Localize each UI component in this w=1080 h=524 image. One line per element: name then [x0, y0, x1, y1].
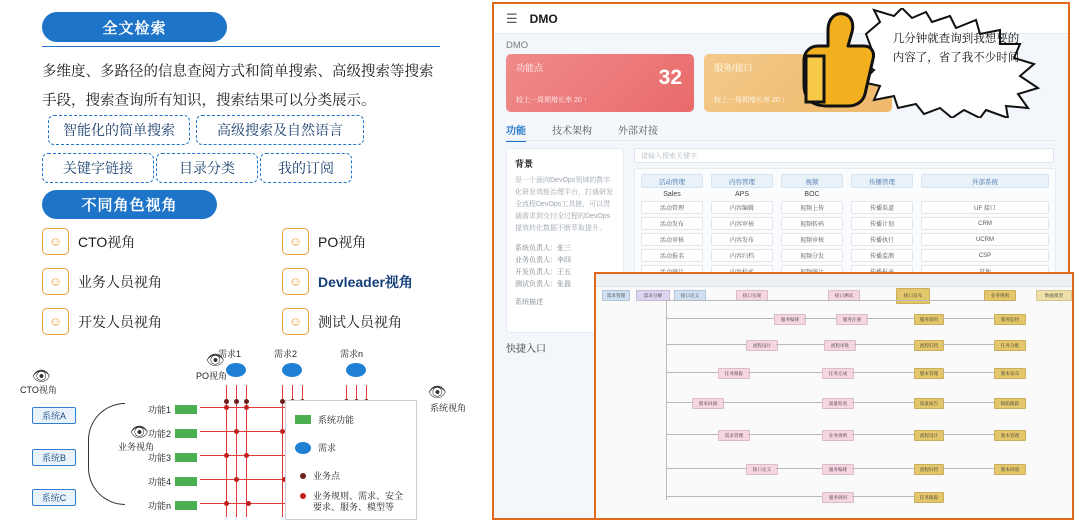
- grid-subheader: Sales: [663, 191, 681, 198]
- tag-advanced-search[interactable]: 高级搜索及自然语言: [196, 115, 364, 145]
- grid-cell[interactable]: 传播渠道: [851, 201, 913, 214]
- demand-label-2: 需求2: [274, 349, 298, 359]
- system-description-link[interactable]: 系统描述: [515, 299, 543, 306]
- role-view-matrix-diagram: [10, 345, 470, 520]
- role-item-cto: [42, 228, 135, 255]
- eye-label-po: PO视角: [196, 371, 228, 381]
- role-item-devleader: [282, 268, 413, 295]
- person-icon: ☺: [282, 228, 309, 255]
- section-title-role-views: 不同角色视角: [42, 190, 217, 219]
- tree-node[interactable]: 任务跟踪: [718, 368, 750, 379]
- fulltext-description: 多维度、多路径的信息查阅方式和简单搜索、高级搜索等搜索手段，搜索查询所有知识，搜索结果可以分类展示。: [42, 64, 434, 109]
- grid-subheader: BOC: [804, 191, 820, 198]
- grid-header: 外部系统: [921, 174, 1049, 188]
- tree-node[interactable]: 业务规则: [984, 290, 1016, 301]
- tree-node[interactable]: 接口测试: [828, 290, 860, 301]
- grid-cell[interactable]: 活动发布: [641, 217, 703, 230]
- eye-label-cto: CTO视角: [20, 385, 57, 395]
- grid-cell[interactable]: 视频上传: [781, 201, 843, 214]
- tree-toolbar: [596, 274, 1072, 287]
- tree-node[interactable]: 质量检查: [822, 398, 854, 409]
- kpi-title: 功能点: [516, 63, 544, 73]
- thumbs-up-icon: [798, 10, 876, 110]
- tag-keyword-link[interactable]: 关键字链接: [42, 153, 154, 183]
- tree-node[interactable]: 流程设计: [746, 340, 778, 351]
- search-input[interactable]: 请输入搜索关键字: [634, 148, 1054, 163]
- role-label: Devleader视角: [318, 273, 413, 290]
- eye-icon-po: 👁: [206, 352, 226, 369]
- function-row-4: [148, 475, 197, 488]
- grid-cell[interactable]: UF 接口: [921, 201, 1049, 214]
- role-label: PO视角: [318, 233, 367, 250]
- function-label: 功能n: [148, 501, 172, 511]
- grid-cell[interactable]: 内容归档: [711, 249, 773, 262]
- tree-node[interactable]: 接口实现: [736, 290, 768, 301]
- grid-cell[interactable]: CRM: [921, 217, 1049, 230]
- app-title: DMO: [529, 11, 558, 26]
- grid-column-content: [711, 174, 773, 281]
- function-row-1: [148, 403, 197, 416]
- tree-node[interactable]: 服务调用: [914, 314, 944, 325]
- role-item-tester: [282, 308, 402, 335]
- grid-column-activity: [641, 174, 703, 281]
- role-item-business: [42, 268, 162, 295]
- background-card-body: 是一个面向DevOps领域的数字化研发效能治理平台，打通研发全流程DevOps工具链，可以贯通需求到交付全过程的DevOps提效转化数据不断萃取提升。: [515, 177, 613, 232]
- owner-business: 业务负责人：李四: [515, 257, 571, 264]
- testimonial-text: 几分钟就查询到我想要的内容了，省了我不少时间: [892, 33, 1020, 64]
- tree-node[interactable]: 流程审批: [824, 340, 856, 351]
- tree-node[interactable]: 任务跟踪: [914, 492, 944, 503]
- tree-node[interactable]: 版本管理: [914, 368, 944, 379]
- grid-cell[interactable]: 内容审核: [711, 217, 773, 230]
- tab-external-integration[interactable]: 外部对接: [618, 126, 658, 137]
- grid-subheader: APS: [734, 191, 749, 198]
- tree-node[interactable]: 版本管理: [994, 430, 1026, 441]
- grid-cell[interactable]: 内容编辑: [711, 201, 773, 214]
- tree-node[interactable]: 流程归档: [914, 464, 944, 475]
- demand-node-2: [282, 363, 302, 377]
- owner-dev: 开发负责人：王五: [515, 269, 571, 276]
- grid-cell[interactable]: 视频分发: [781, 249, 843, 262]
- function-row-3: [148, 451, 197, 464]
- grid-header: 视频: [781, 174, 843, 188]
- system-c-box: 系统C: [32, 489, 76, 506]
- kpi-card-function-points[interactable]: [506, 54, 694, 112]
- role-label: 开发人员视角: [78, 313, 162, 330]
- tree-node[interactable]: 任务完成: [822, 368, 854, 379]
- eye-label-system: 系统视角: [430, 403, 467, 413]
- role-item-developer: [42, 308, 162, 335]
- tree-node[interactable]: 需求分解: [636, 290, 670, 301]
- demand-node-1: [226, 363, 246, 377]
- kpi-value: 32: [658, 66, 682, 89]
- tree-node[interactable]: 业务规则: [822, 430, 854, 441]
- function-row-2: [148, 427, 197, 440]
- tree-node[interactable]: 接口定义: [746, 464, 778, 475]
- person-icon: ☺: [42, 268, 69, 295]
- tree-node[interactable]: 需求管理: [602, 290, 630, 301]
- grid-column-distribution: [851, 174, 913, 281]
- grid-cell[interactable]: 传播监测: [851, 249, 913, 262]
- tree-node[interactable]: 服务监控: [994, 314, 1026, 325]
- tag-my-subscription[interactable]: 我的订阅: [260, 153, 352, 183]
- person-icon: ☺: [282, 308, 309, 335]
- tree-node[interactable]: 版本发布: [994, 368, 1026, 379]
- grid-column-external: [921, 174, 1049, 281]
- role-label: CTO视角: [78, 233, 136, 250]
- tab-function[interactable]: 功能: [506, 122, 526, 142]
- eye-icon-cto: 👁: [32, 368, 52, 385]
- kpi-subtitle: 较上一周期增长率 20 ↑: [714, 97, 786, 104]
- tree-node[interactable]: 流程设计: [914, 430, 944, 441]
- grid-column-video: [781, 174, 843, 281]
- system-b-box: 系统B: [32, 449, 76, 466]
- kpi-subtitle: 较上一周期增长率 20 ↑: [516, 97, 588, 104]
- function-row-5: [148, 499, 197, 512]
- eye-icon-business: 👁: [130, 424, 150, 441]
- tree-node[interactable]: 流程归档: [914, 340, 944, 351]
- demand-label-1: 需求1: [218, 349, 242, 359]
- tab-divider: [506, 140, 1054, 141]
- knowledge-graph-tree-screenshot: [594, 272, 1074, 520]
- grid-cell[interactable]: 活动报名: [641, 249, 703, 262]
- tree-node[interactable]: 服务编排: [822, 464, 854, 475]
- testimonial-callout: [798, 4, 1056, 122]
- person-icon: ☺: [42, 228, 69, 255]
- system-a-box: 系统A: [32, 407, 76, 424]
- hamburger-icon[interactable]: ☰: [506, 10, 518, 26]
- tree-node[interactable]: 接口发布: [896, 288, 930, 304]
- role-label: 测试人员视角: [318, 313, 402, 330]
- tree-node[interactable]: 数据模型: [1036, 290, 1072, 301]
- owner-system: 系统负责人：张三: [515, 245, 571, 252]
- demand-node-n: [346, 363, 366, 377]
- grid-header: 内容管理: [711, 174, 773, 188]
- tree-node[interactable]: 服务注册: [836, 314, 868, 325]
- grid-cell[interactable]: 内容发布: [711, 233, 773, 246]
- grid-cell[interactable]: 活动管理: [641, 201, 703, 214]
- tree-node[interactable]: 质量报告: [914, 398, 944, 409]
- tag-smart-simple-search[interactable]: 智能化的简单搜索: [48, 115, 190, 145]
- owner-test: 测试负责人：张磊: [515, 281, 571, 288]
- tree-node[interactable]: 服务编排: [774, 314, 806, 325]
- person-icon: ☺: [42, 308, 69, 335]
- tree-node[interactable]: 任务分配: [994, 340, 1026, 351]
- quick-entry-title: 快捷入口: [506, 344, 546, 355]
- tree-node[interactable]: 服务调用: [822, 492, 854, 503]
- grid-cell[interactable]: 活动审核: [641, 233, 703, 246]
- person-icon: ☺: [282, 268, 309, 295]
- grid-cell[interactable]: UCRM: [921, 233, 1049, 246]
- breadcrumb: DMO: [506, 40, 529, 51]
- tree-node[interactable]: 接口定义: [674, 290, 706, 301]
- diagram-legend: [285, 400, 417, 520]
- kpi-title: 服务/接口: [714, 63, 753, 73]
- grid-cell[interactable]: 传播计划: [851, 217, 913, 230]
- grid-cell[interactable]: 视频转码: [781, 217, 843, 230]
- grid-cell[interactable]: 视频审核: [781, 233, 843, 246]
- role-label: 业务人员视角: [78, 273, 162, 290]
- legend-label-demand: 需求: [318, 443, 337, 453]
- divider: [42, 46, 440, 47]
- background-card-title: 背景: [515, 159, 534, 169]
- grid-header: 活动管理: [641, 174, 703, 188]
- legend-label-function: 系统功能: [318, 415, 355, 425]
- tree-node[interactable]: 需求管理: [718, 430, 750, 441]
- grid-cell[interactable]: 传播执行: [851, 233, 913, 246]
- function-label: 功能4: [148, 477, 172, 487]
- eye-label-business: 业务视角: [118, 442, 155, 452]
- role-item-po: [282, 228, 366, 255]
- tab-tech-architecture[interactable]: 技术架构: [552, 126, 592, 137]
- tree-node[interactable]: 版本回滚: [994, 464, 1026, 475]
- function-label: 功能1: [148, 405, 172, 415]
- function-label: 功能2: [148, 429, 172, 439]
- legend-label-business-point: 业务点: [313, 471, 341, 481]
- tree-node[interactable]: 版本回滚: [692, 398, 724, 409]
- function-label: 功能3: [148, 453, 172, 463]
- left-panel: [0, 0, 470, 524]
- demand-label-n: 需求n: [340, 349, 364, 359]
- grid-header: 传播管理: [851, 174, 913, 188]
- tab-bar: [506, 122, 658, 142]
- legend-label-rules: 业务规则、需求、安全要求、服务、模型等: [313, 491, 404, 512]
- grid-cell[interactable]: CSP: [921, 249, 1049, 262]
- eye-icon-system: 👁: [428, 384, 448, 401]
- tree-node[interactable]: 缺陷跟踪: [994, 398, 1026, 409]
- section-title-fulltext-search: 全文检索: [42, 12, 227, 42]
- tag-catalog-classification[interactable]: 目录分类: [156, 153, 258, 183]
